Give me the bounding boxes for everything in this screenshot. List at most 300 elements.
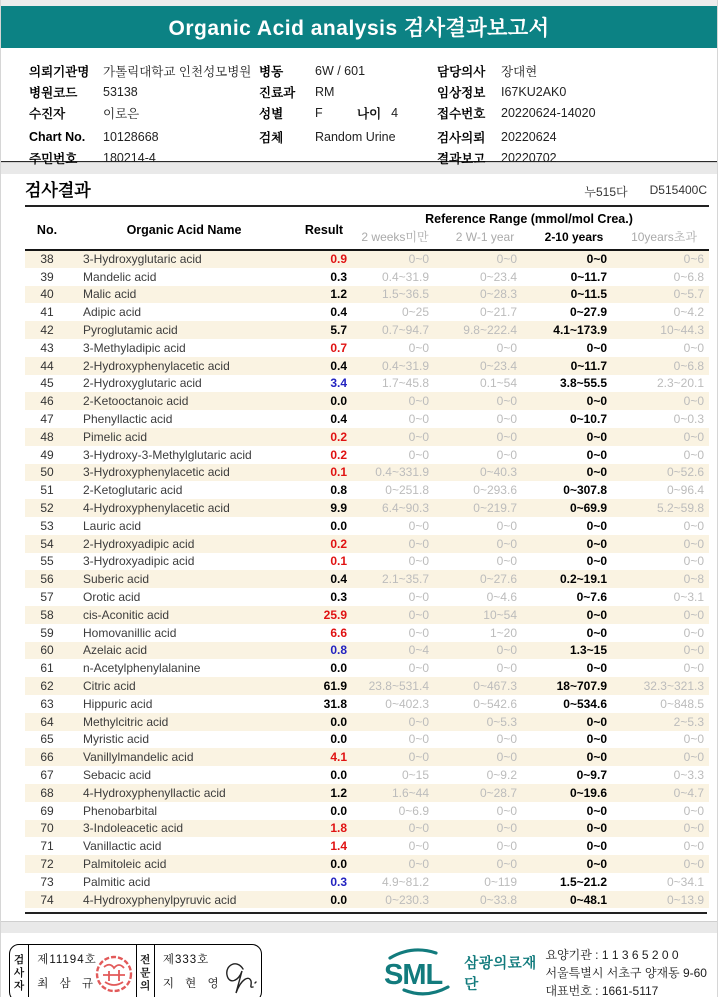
acid-result-row [25,286,709,304]
signature-box [9,944,262,997]
ref-range-2w-1y: 10~54 [483,607,517,622]
ref-range-2-10y: 0~27.9 [569,305,607,320]
field-sex-age [259,102,437,123]
ref-range-2-10y: 0~0 [586,554,607,569]
field-label: 주민번호 [29,151,78,166]
field-label: 진료과 [259,85,296,100]
ref-range-over-10y: 2.3~20.1 [656,376,705,391]
field-label: 임상정보 [437,85,486,100]
acid-name: Hippuric acid [83,696,153,711]
ref-range-2-10y: 1.5~21.2 [559,874,607,889]
ref-range-under-2w: 1.7~45.8 [381,376,429,391]
acid-no: 66 [40,750,54,765]
ref-range-2w-1y: 0~0 [496,643,517,658]
field-label: 의뢰기관명 [29,64,90,79]
ref-range-under-2w: 23.8~531.4 [368,679,429,694]
ref-range-2-10y: 0~9.7 [576,768,607,782]
acid-name: Homovanillic acid [83,625,177,640]
acid-no: 51 [40,483,54,498]
result-value: 0.2 [330,536,347,551]
ref-range-2w-1y: 0~5.3 [486,714,517,729]
ref-range-under-2w: 0.4~31.9 [381,269,429,284]
acid-name: n-Acetylphenylalanine [83,661,201,676]
acid-result-row [25,535,709,553]
field-label: 접수번호 [437,106,486,121]
result-value: 1.8 [330,821,347,836]
acid-name: Methylcitric acid [83,714,169,729]
ref-range-2w-1y: 0~0 [496,447,517,462]
acid-result-row [25,873,709,891]
acid-result-row [25,820,709,838]
ref-range-2w-1y: 0~542.6 [473,696,517,711]
acid-result-row [25,499,709,517]
ref-range-2w-1y: 0~0 [496,821,517,836]
acid-result-row [25,624,709,642]
acid-no: 42 [40,323,54,338]
ref-range-over-10y: 0~0 [683,394,705,409]
report-title-bar [1,6,717,48]
field-value-age: 4 [391,105,399,120]
acid-no: 54 [40,536,54,551]
acid-result-row [25,517,709,535]
ref-range-2w-1y: 0.1~54 [479,376,517,391]
ref-range-2-10y: 3.8~55.5 [559,376,607,391]
field-ward [259,60,437,81]
ref-range-under-2w: 0~230.3 [385,892,429,907]
patient-info-section [1,48,717,166]
examiner-cert-no: 제11194호 [37,954,97,967]
ref-range-2w-1y: 9.8~222.4 [463,323,517,338]
acid-name: Adipic acid [83,305,142,320]
acid-name: Orotic acid [83,590,141,605]
acid-name: 3-Methyladipic acid [83,340,186,355]
ref-range-under-2w: 0~0 [408,714,429,729]
field-value: 가톨릭대학교 인천성모병원 [103,64,252,79]
ref-range-2-10y: 0.2~19.1 [559,572,607,587]
ref-range-under-2w: 0~0 [408,821,429,836]
acid-name: 3-Hydroxyphenylacetic acid [83,465,230,480]
result-value: 0.8 [330,643,347,658]
ref-range-over-10y: 0~13.9 [666,892,705,907]
result-value: 3.4 [330,376,347,391]
field-doctor [437,60,718,81]
acid-no: 44 [40,358,54,373]
ref-range-2w-1y: 0~0 [496,803,517,818]
ref-range-2-10y: 0~0 [586,839,607,854]
result-value: 1.2 [330,287,347,302]
ref-range-2w-1y: 0~0 [496,394,517,409]
field-value: 이로은 [103,106,140,121]
acid-result-row [25,677,709,695]
ref-range-under-2w: 0~0 [408,518,429,533]
lab-org-block [382,944,707,997]
acid-no: 46 [40,394,54,409]
field-label: 담당의사 [437,64,486,79]
acid-result-row [25,642,709,660]
acid-name: 2-Hydroxyglutaric acid [83,376,202,391]
ref-range-under-2w: 0~0 [408,856,429,871]
ref-range-2-10y: 0~10.7 [569,412,607,427]
ref-range-under-2w: 0~0 [408,340,429,355]
lab-phone: 대표번호 : 1661-5117 [545,984,659,997]
ref-range-2w-1y: 0~0 [496,661,517,676]
ref-range-2-10y: 4.1~173.9 [553,323,607,338]
ref-range-2w-1y: 0~0 [496,554,517,569]
acid-no: 59 [40,625,54,640]
ref-range-under-2w: 0~0 [408,394,429,409]
result-value: 0.0 [330,394,347,409]
field-label: 성별 [259,106,284,121]
ref-range-2-10y: 0~7.6 [576,590,607,605]
ref-range-2-10y: 0~11.5 [570,287,607,302]
ref-range-over-10y: 0~6.8 [673,358,705,373]
ref-range-over-10y: 0~0 [683,839,705,854]
result-value: 0.7 [330,340,347,355]
result-value: 0.8 [330,483,347,498]
acid-no: 72 [40,856,54,871]
result-value: 0.0 [330,518,347,533]
field-requesting-org [29,60,259,81]
ref-range-2-10y: 0~11.7 [570,358,607,373]
acid-name: Palmitoleic acid [83,856,167,871]
result-value: 0.4 [330,305,347,320]
ref-range-over-10y: 0~96.4 [666,483,705,498]
ref-range-over-10y: 0~0 [683,340,705,355]
acid-result-row [25,731,709,749]
specialist-name: 지 현 영 [162,978,223,991]
ref-range-2w-1y: 0~40.3 [479,465,517,480]
ref-range-under-2w: 0~0 [408,554,429,569]
acid-result-row [25,855,709,873]
ref-range-over-10y: 2~5.3 [673,714,705,729]
ref-range-over-10y: 0~0 [683,643,705,658]
ref-range-2-10y: 0~534.6 [563,696,607,711]
acid-name: 4-Hydroxyphenylacetic acid [83,501,230,516]
result-value: 0.1 [330,554,347,569]
ref-range-over-10y: 0~8 [683,572,705,587]
ref-range-2-10y: 0~0 [586,394,607,409]
acid-no: 39 [40,269,54,284]
ref-range-2-10y: 0~48.1 [569,892,607,907]
ref-range-over-10y: 0~0 [683,750,705,765]
ref-range-under-2w: 2.1~35.7 [381,572,429,587]
header-ref-over-10y: 10years초과 [631,230,697,244]
acid-result-row [25,250,709,268]
ref-range-over-10y: 0~0 [683,536,705,551]
acid-no: 56 [40,572,54,587]
acid-name: Phenyllactic acid [83,412,173,427]
result-value: 61.9 [323,679,347,694]
ref-range-under-2w: 0~15 [401,768,429,782]
acid-no: 62 [40,679,54,694]
acid-name: Citric acid [83,679,136,694]
ref-range-over-10y: 0~0 [683,661,705,676]
ref-range-under-2w: 0.4~331.9 [375,465,429,480]
acid-result-row [25,695,709,713]
result-value: 0.3 [330,590,347,605]
acid-result-row [25,553,709,571]
acid-no: 58 [40,607,54,622]
acid-no: 55 [40,554,54,569]
result-value: 0.4 [330,358,347,373]
ref-range-2-10y: 0~0 [586,536,607,551]
ref-range-2-10y: 0~11.7 [570,269,607,284]
field-department [259,81,437,102]
field-label: 수진자 [29,106,66,121]
ref-range-over-10y: 0~6.8 [673,269,705,284]
ref-range-2w-1y: 0~28.3 [479,287,517,302]
ref-range-2-10y: 18~707.9 [556,679,607,694]
acid-result-row [25,428,709,446]
ref-range-under-2w: 0~0 [408,607,429,622]
examiner-cell [29,945,135,997]
result-value: 0.1 [330,465,347,480]
field-label: 검사의뢰 [437,130,486,145]
specialist-cell [155,945,261,997]
field-report-date [437,147,718,168]
acid-result-row [25,570,709,588]
ref-range-under-2w: 0~0 [408,590,429,605]
ref-range-under-2w: 1.5~36.5 [381,287,429,302]
ref-range-over-10y: 0~34.1 [666,874,705,889]
ref-range-under-2w: 0~25 [401,305,429,320]
result-value: 0.2 [330,447,347,462]
ref-range-over-10y: 0~0 [683,856,705,871]
field-clinical-info [437,81,718,102]
acid-no: 57 [40,590,54,605]
specialist-cert-no: 제333호 [162,954,210,967]
ref-range-2-10y: 0~0 [586,856,607,871]
report-footer [1,933,717,997]
acid-name: Sebacic acid [83,768,152,782]
ref-range-2w-1y: 0~23.4 [479,358,517,373]
acid-result-row [25,268,709,286]
field-value: 10128668 [103,129,159,144]
ref-range-2w-1y: 0~0 [496,412,517,427]
ref-range-under-2w: 0~0 [408,252,429,267]
acid-result-row [25,339,709,357]
patient-info-col3 [437,60,718,168]
specialist-role-label: 전문의 [136,945,155,997]
ref-range-under-2w: 0~0 [408,839,429,854]
result-value: 0.4 [330,572,347,587]
ref-range-2-10y: 0~0 [586,252,607,267]
acid-result-row [25,375,709,393]
ref-range-under-2w: 0~0 [408,625,429,640]
ref-range-under-2w: 0~6.9 [398,803,429,818]
ref-range-2w-1y: 0~0 [496,536,517,551]
acid-result-row [25,748,709,766]
ref-range-2w-1y: 0~0 [496,750,517,765]
ref-range-under-2w: 0~0 [408,536,429,551]
acid-name: Malic acid [83,287,137,302]
acid-result-row [25,837,709,855]
acid-no: 47 [40,412,54,427]
field-resident-no [29,147,259,168]
ref-range-2w-1y: 0~21.7 [479,305,517,320]
acid-name: 4-Hydroxyphenylpyruvic acid [83,892,237,907]
field-value: 장대현 [501,64,538,79]
field-patient-name [29,102,259,123]
acid-name: cis-Aconitic acid [83,607,170,622]
acid-name: 2-Ketooctanoic acid [83,394,189,409]
insurance-code: 누515다 [584,185,628,199]
acid-result-row [25,410,709,428]
acid-name: 3-Indoleacetic acid [83,821,184,836]
acid-name: 4-Hydroxyphenyllactic acid [83,785,226,800]
acid-no: 40 [40,287,54,302]
result-value: 0.4 [330,412,347,427]
acid-result-row [25,357,709,375]
field-label: 검체 [259,130,284,145]
specialist-signature-icon [219,961,261,997]
ref-range-2w-1y: 0~467.3 [473,679,517,694]
ref-range-2w-1y: 0~0 [496,340,517,355]
examiner-role-label: 검사자 [10,945,29,997]
result-value: 0.0 [330,714,347,729]
acid-name: Phenobarbital [83,803,158,818]
ref-range-2-10y: 0~69.9 [569,501,607,516]
result-value: 6.6 [330,625,347,640]
acid-no: 70 [40,821,54,836]
lab-org-name: 삼광의료재단 [464,956,537,994]
field-value: 20220624-14020 [501,105,596,120]
patient-info-col1 [29,60,259,168]
examiner-stamp-icon [94,953,134,997]
field-value: 53138 [103,84,138,99]
acid-name: Azelaic acid [83,643,148,658]
ref-range-2-10y: 0~0 [586,429,607,444]
acid-name: Pimelic acid [83,429,148,444]
acid-no: 73 [40,874,54,889]
field-accession-no [437,102,718,123]
acid-no: 63 [40,696,54,711]
ref-range-2w-1y: 0~0 [496,252,517,267]
ref-range-over-10y: 5.2~59.8 [656,501,705,516]
ref-range-under-2w: 0~0 [408,750,429,765]
acid-name: Suberic acid [83,572,150,587]
ref-range-2-10y: 0~0 [586,714,607,729]
ref-range-over-10y: 0~0 [683,447,705,462]
ref-range-2-10y: 1.3~15 [569,643,607,658]
acid-no: 68 [40,785,54,800]
field-value: 20220624 [501,129,557,144]
field-hospital-code [29,81,259,102]
result-value: 0.2 [330,429,347,444]
ref-range-under-2w: 1.6~44 [391,785,429,800]
result-value: 31.8 [323,696,347,711]
care-facility-number: 요양기관 : 1 1 3 6 5 2 0 0 [545,948,679,963]
examiner-name: 최 삼 규 [37,978,97,991]
acid-name: 3-Hydroxyadipic acid [83,554,195,569]
result-value: 25.9 [323,607,347,622]
acid-no: 64 [40,714,54,729]
result-value: 5.7 [330,323,347,338]
field-label: 병동 [259,64,284,79]
patient-info-col2 [259,60,437,168]
ref-range-under-2w: 0~402.3 [385,696,429,711]
report-title: Organic Acid analysis 검사결과보고서 [168,17,550,40]
ref-range-over-10y: 0~4.7 [673,785,705,800]
results-table-head [25,206,709,250]
result-value: 0.0 [330,856,347,871]
ref-range-2-10y: 0~0 [586,732,607,747]
field-value: Random Urine [315,129,396,144]
ref-range-2-10y: 0~0 [586,447,607,462]
acid-result-row [25,766,709,784]
ref-range-over-10y: 0~4.2 [673,305,705,320]
acid-name: Palmitic acid [83,874,151,889]
acid-result-row [25,713,709,731]
ref-range-2w-1y: 0~27.6 [479,572,517,587]
acid-no: 61 [40,661,54,676]
result-value: 0.9 [330,252,347,267]
acid-result-row [25,303,709,321]
field-value: 6W / 601 [315,63,366,78]
ref-range-over-10y: 0~0 [683,821,705,836]
lab-address: 서울특별시 서초구 양재동 9-60 [545,966,707,981]
acid-result-row [25,481,709,499]
ref-range-2w-1y: 0~9.2 [486,768,517,782]
acid-no: 67 [40,768,54,782]
acid-result-row [25,464,709,482]
field-value: RM [315,84,335,99]
ref-range-under-2w: 0~251.8 [385,483,429,498]
ref-range-2w-1y: 0~33.8 [479,892,517,907]
ref-range-2w-1y: 0~293.6 [473,483,517,498]
ref-range-under-2w: 0~0 [408,429,429,444]
ref-range-under-2w: 0~0 [408,661,429,676]
result-value: 0.0 [330,661,347,676]
ref-range-under-2w: 0~0 [408,732,429,747]
ref-range-over-10y: 0~52.6 [666,465,705,480]
ref-range-2w-1y: 0~23.4 [479,269,517,284]
ref-range-over-10y: 0~0 [683,803,705,818]
acid-name: 2-Hydroxyadipic acid [83,536,195,551]
lab-contact-info [545,946,707,997]
ref-range-2w-1y: 0~0 [496,518,517,533]
acid-name: Vanillactic acid [83,839,162,854]
field-label-age: 나이 [357,106,382,121]
ref-range-2w-1y: 0~0 [496,839,517,854]
result-value: 0.3 [330,874,347,889]
ref-range-2w-1y: 0~4.6 [486,590,517,605]
ref-range-over-10y: 0~0.3 [673,412,705,427]
acid-no: 74 [40,892,54,907]
ref-range-under-2w: 4.9~81.2 [381,874,429,889]
acid-name: Myristic acid [83,732,150,747]
field-specimen [259,126,437,147]
sml-logo-icon [382,944,456,997]
acid-no: 50 [40,465,54,480]
ref-range-2w-1y: 0~119 [484,874,517,889]
acid-no: 53 [40,518,54,533]
field-label: Chart No. [29,129,86,144]
header-ref-under-2w: 2 weeks미만 [361,230,429,244]
ref-range-over-10y: 0~0 [683,732,705,747]
result-value: 0.0 [330,803,347,818]
ref-range-under-2w: 0.7~94.7 [381,323,429,338]
acid-name: 2-Ketoglutaric acid [83,483,183,498]
result-value: 1.4 [330,839,347,854]
results-codes [584,183,707,201]
result-value: 0.0 [330,892,347,907]
ref-range-2-10y: 0~307.8 [563,483,607,498]
acid-result-row [25,321,709,339]
section-divider-bottom [1,921,717,933]
ref-range-2-10y: 0~0 [586,340,607,355]
header-reference-range: Reference Range (mmol/mol Crea.) [425,212,633,226]
